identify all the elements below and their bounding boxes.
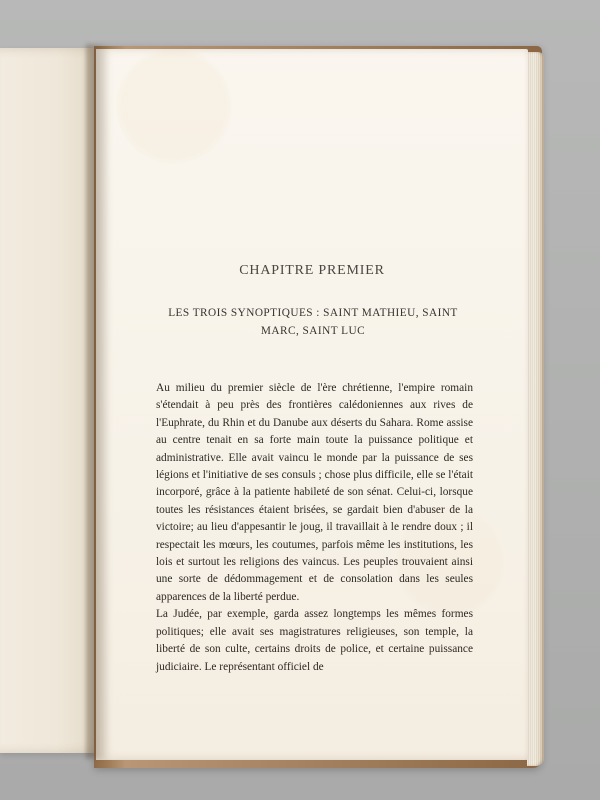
section-title: LES TROIS SYNOPTIQUES : SAINT MATHIEU, SAINT MARC, SAINT LUC [168,307,458,337]
paragraph-1: Au milieu du premier siècle de l'ère chrétienne, l'empire romain s'étendait à peu près des frontières calédoniennes aux rives de l'Euphrate, du Rhin et du Danube aux déserts du Sahara. Rome assise au centre tenait en sa forte main toute la puissance politique et administrative. Elle avait vaincu le monde par la puissance de ses légions et l'initiative de ses consuls ; chose plus difficile, elle se l'était incorporé, grâce à la patiente habileté de son sénat. Celui-ci, lorsque toutes les résistances étaient brisées, se gardait bien d'abuser de la victoire; au lieu d'appesantir le joug, il travaillait à le rendre doux ; il respectait les mœurs, les coutumes, parfois même les institutions, les lois et surtout les religions des vaincus. Les peuples trouvaient ainsi une sorte de dédommagement et de consolation dans les seules apparences de la liberté perdue. [156,382,473,603]
right-page [96,49,528,760]
paragraph-2: La Judée, par exemple, garda assez longtemps les mêmes formes politiques; elle avait ses magistratures religieuses, son temple, la liberté de son culte, certains droits de police, et certaine puissance judiciaire. Le représentant officiel de [156,608,473,673]
page-edge [527,52,544,766]
gutter-shadow [86,44,110,759]
body-text [156,380,473,676]
chapter-title: CHAPITRE PREMIER [239,263,385,278]
